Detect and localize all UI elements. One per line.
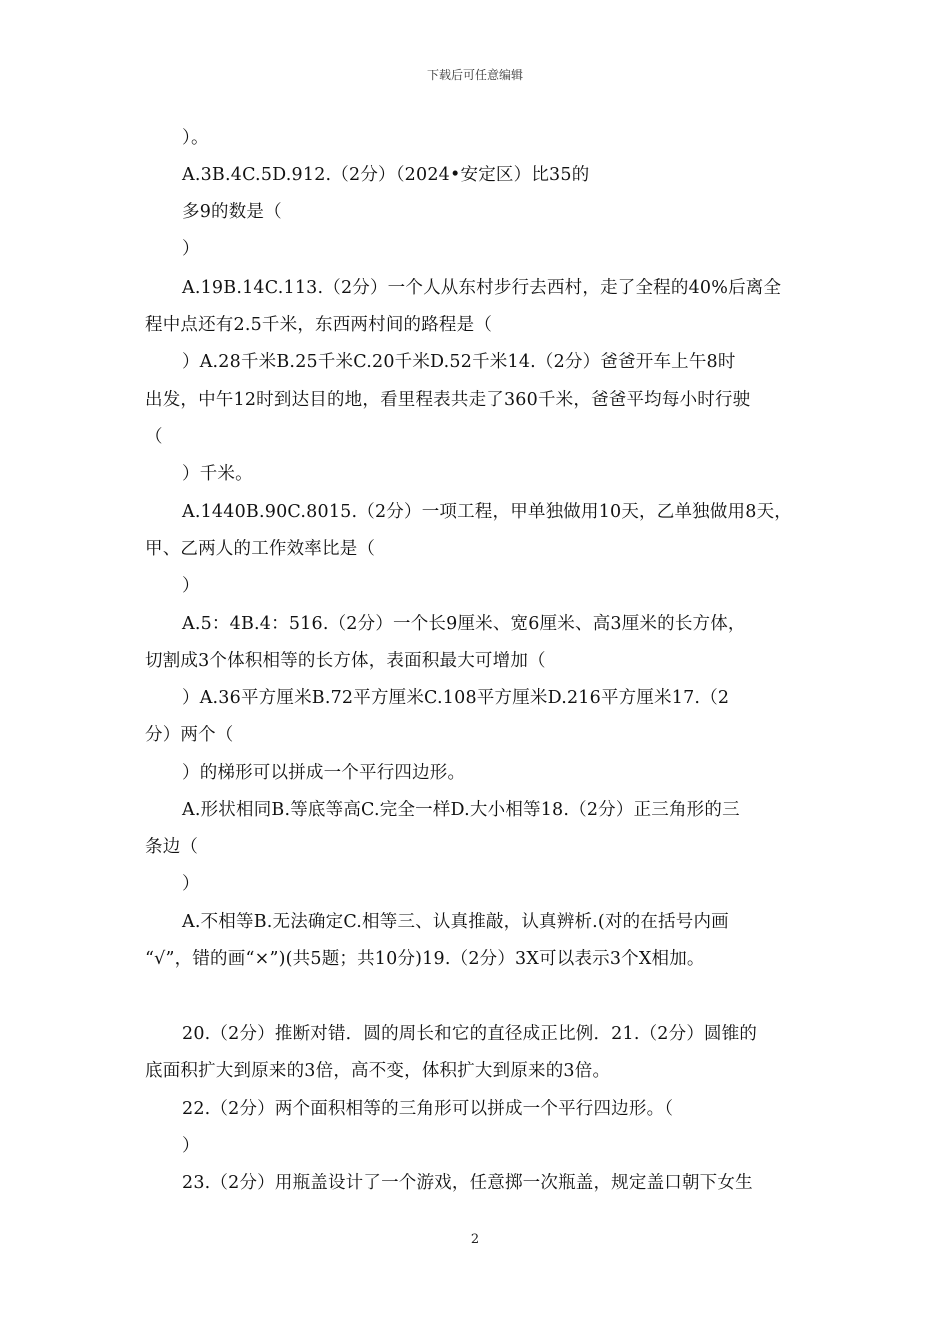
- text-line: ）: [182, 239, 200, 259]
- text-line: ）: [182, 874, 200, 894]
- text-line: ）。: [182, 128, 209, 148]
- text-line: A.不相等B.无法确定C.相等三、认真推敲，认真辨析.(对的在括号内画: [182, 912, 729, 932]
- text-line: 条边（: [145, 837, 199, 857]
- text-line: ）千米。: [182, 464, 253, 484]
- text-line: ）: [182, 1136, 200, 1156]
- text-line: A.5：4B.4：516.（2分）一个长9厘米、宽6厘米、高3厘米的长方体，: [182, 614, 746, 634]
- text-line: A.形状相同B.等底等高C.完全一样D.大小相等18.（2分）正三角形的三: [182, 800, 740, 820]
- text-line: A.1440B.90C.8015.（2分）一项工程，甲单独做用10天，乙单独做用8天，: [182, 502, 792, 522]
- text-line: A.19B.14C.113.（2分）一个人从东村步行去西村，走了全程的40%后离全: [182, 278, 782, 298]
- text-line: 23.（2分）用瓶盖设计了一个游戏，任意掷一次瓶盖，规定盖口朝下女生: [182, 1173, 753, 1193]
- text-line: 22.（2分）两个面积相等的三角形可以拼成一个平行四边形。（: [182, 1099, 674, 1119]
- text-line: （: [145, 427, 163, 447]
- text-line: A.3B.4C.5D.912.（2分）（2024•安定区）比35的: [182, 165, 590, 185]
- text-line: “√”，错的画“×”)(共5题；共10分)19.（2分）3X可以表示3个X相加。: [145, 949, 705, 969]
- text-line: 出发，中午12时到达目的地，看里程表共走了360千米，爸爸平均每小时行驶: [145, 390, 751, 410]
- text-line: ）的梯形可以拼成一个平行四边形。: [182, 763, 466, 783]
- text-line: 切割成3个体积相等的长方体，表面积最大可增加（: [145, 651, 546, 671]
- text-line: 甲、乙两人的工作效率比是（: [145, 539, 376, 559]
- text-line: 分）两个（: [145, 725, 234, 745]
- text-line: 底面积扩大到原来的3倍，高不变，体积扩大到原来的3倍。: [145, 1061, 611, 1081]
- text-line: ）: [182, 576, 200, 596]
- page-header: 下载后可任意编辑: [426, 68, 523, 82]
- text-line: 多9的数是（: [182, 202, 282, 222]
- text-line: 程中点还有2.5千米，东西两村间的路程是（: [145, 315, 493, 335]
- text-line: ）A.36平方厘米B.72平方厘米C.108平方厘米D.216平方厘米17.（2: [182, 688, 730, 708]
- text-line: 20.（2分）推断对错．圆的周长和它的直径成正比例．21.（2分）圆锥的: [182, 1024, 758, 1044]
- page-number: 2: [470, 1232, 480, 1247]
- text-line: ）A.28千米B.25千米C.20千米D.52千米14.（2分）爸爸开车上午8时: [182, 352, 736, 372]
